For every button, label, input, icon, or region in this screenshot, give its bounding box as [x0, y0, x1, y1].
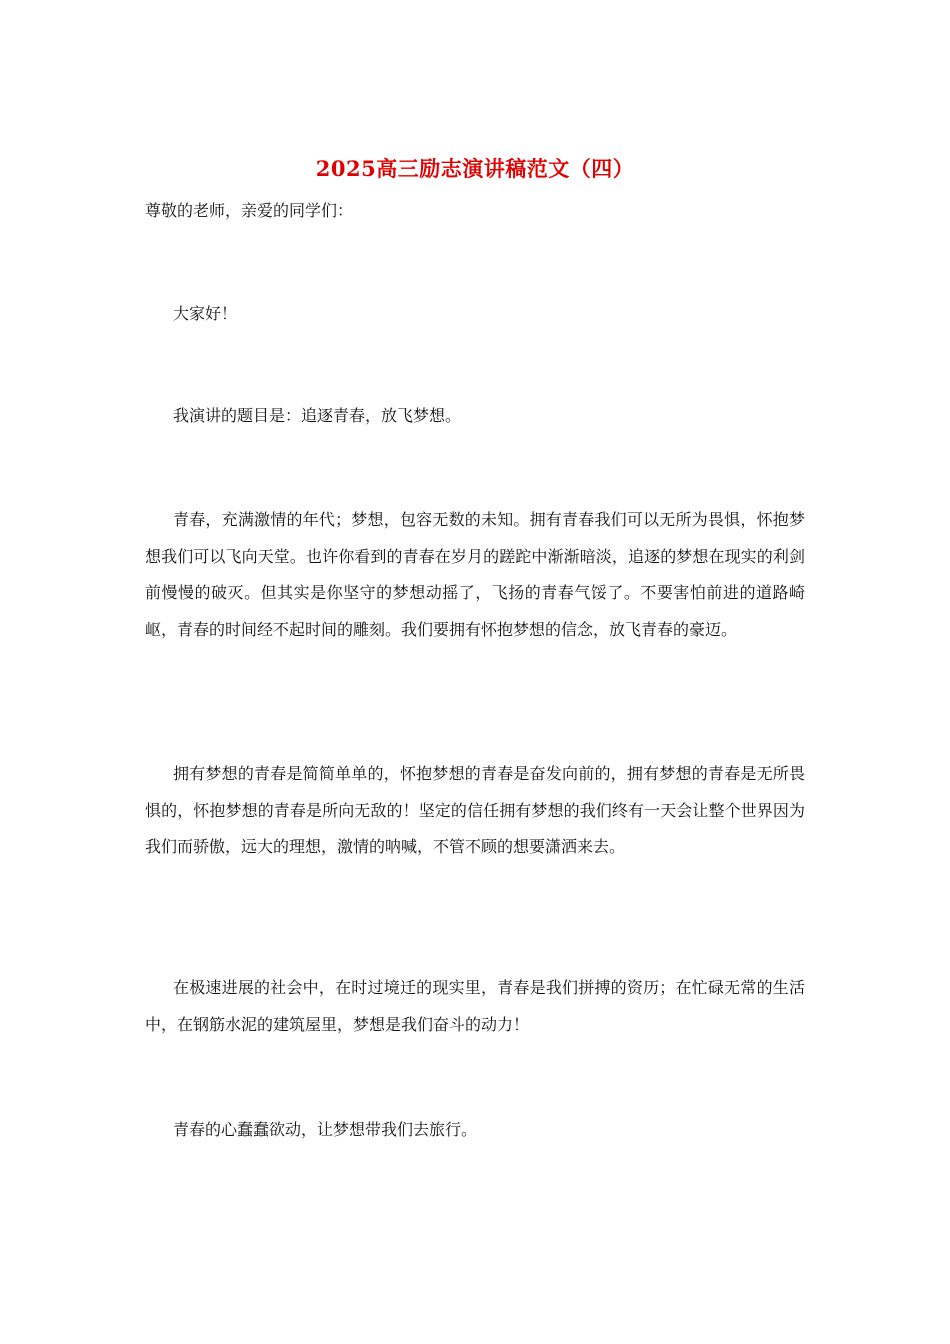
paragraph-greeting: 大家好！ — [173, 304, 238, 323]
paragraph-society: 在极速进展的社会中，在时过境迁的现实里，青春是我们拼搏的资历；在忙碌无常的生活中，在钢筋水泥的建筑屋里，梦想是我们奋斗的动力！ — [145, 978, 805, 1034]
paragraph-closing: 青春的心蠢蠢欲动，让梦想带我们去旅行。 — [173, 1120, 478, 1139]
paragraph-youth-dream: 青春，充满激情的年代；梦想，包容无数的未知。拥有青春我们可以无所为畏惧，怀抱梦想我们可以飞向天堂。也许你看到的青春在岁月的蹉跎中渐渐暗淡，追逐的梦想在现实的利剑前慢慢的破灭。但其实是你坚守的梦想动摇了，飞扬的青春气馁了。不要害怕前进的道路崎岖，青春的时间经不起时间的雕刻。我们要拥有怀抱梦想的信念，放飞青春的豪迈。 — [145, 510, 805, 639]
document-title: 2025高三励志演讲稿范文（四） — [315, 156, 635, 181]
salutation: 尊敬的老师，亲爱的同学们： — [145, 201, 354, 220]
paragraph-dream-youth: 拥有梦想的青春是简简单单的，怀抱梦想的青春是奋发向前的，拥有梦想的青春是无所畏惧的，怀抱梦想的青春是所向无敌的！坚定的信任拥有梦想的我们终有一天会让整个世界因为我们而骄傲，远大的理想，激情的呐喊，不管不顾的想要潇洒来去。 — [145, 764, 805, 856]
paragraph-topic: 我演讲的题目是：追逐青春，放飞梦想。 — [173, 406, 462, 425]
